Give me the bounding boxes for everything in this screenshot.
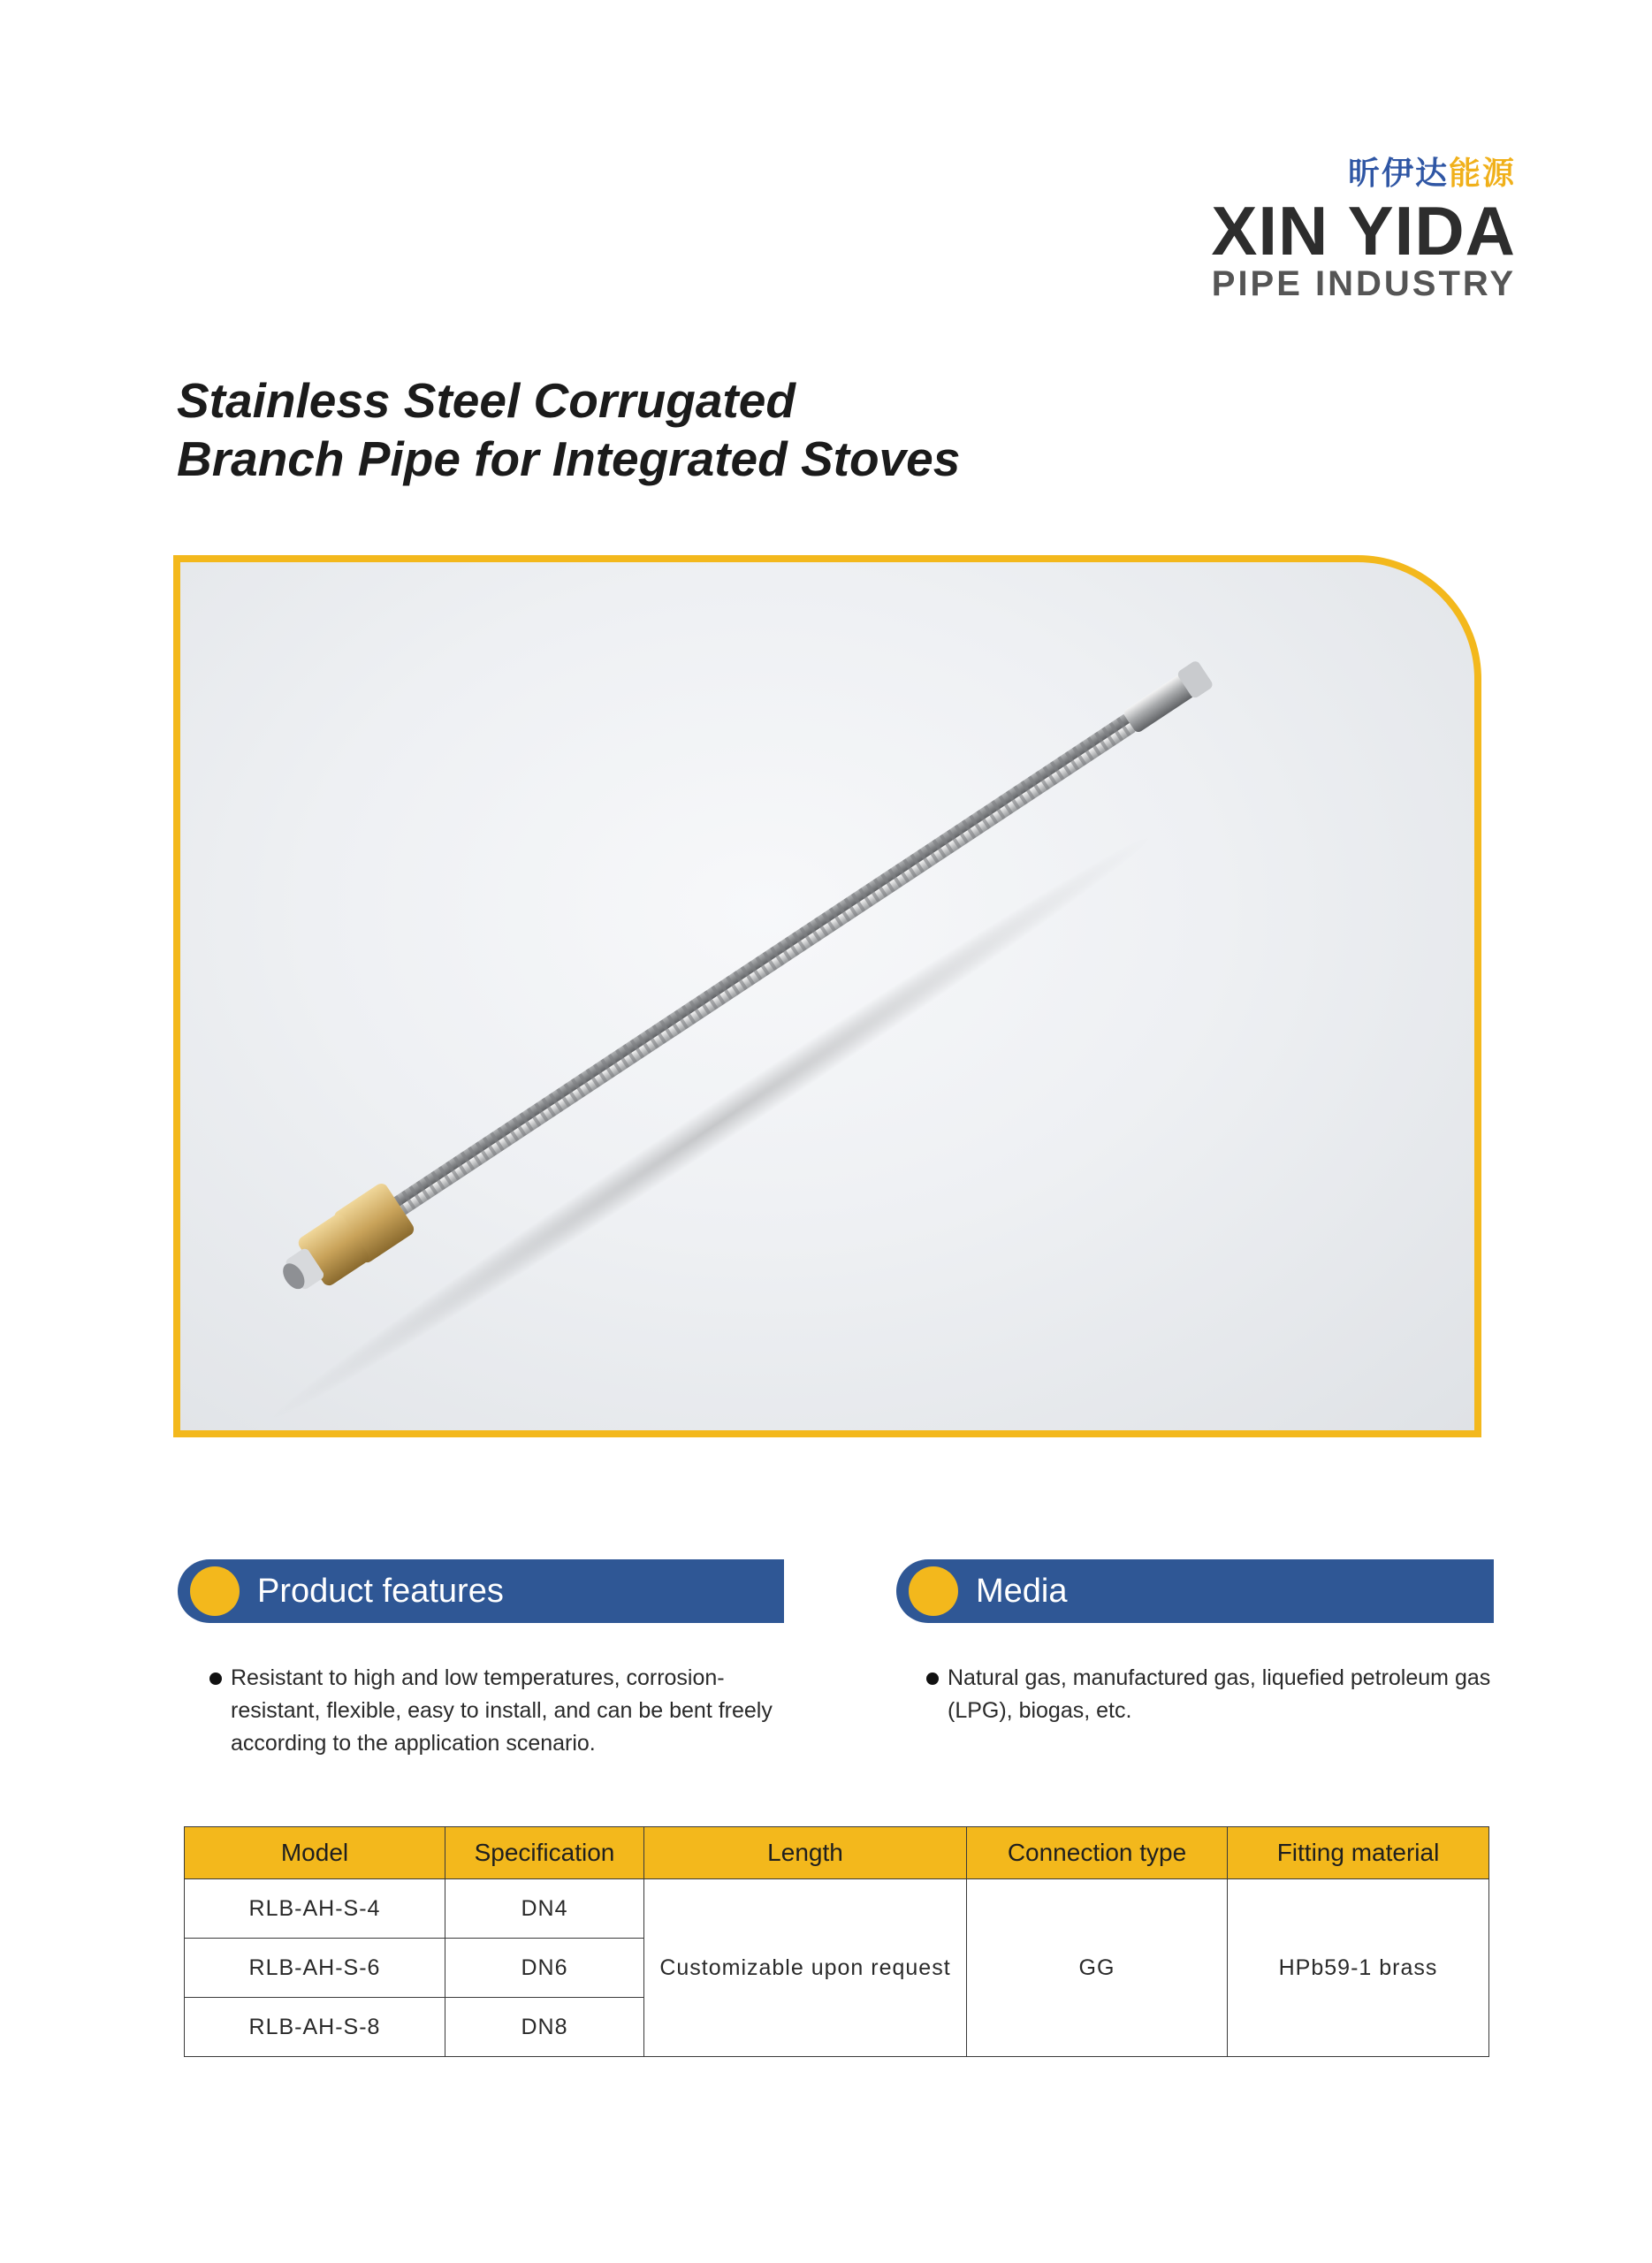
corrugated-pipe-image bbox=[180, 562, 1474, 1430]
yellow-dot-icon bbox=[909, 1566, 958, 1616]
logo-chinese-part2: 能源 bbox=[1448, 156, 1516, 192]
product-features-header bbox=[178, 1559, 784, 1623]
title-line-1: Stainless Steel Corrugated bbox=[177, 373, 796, 428]
cell-spec: DN4 bbox=[445, 1879, 644, 1939]
feature-text: Resistant to high and low temperatures, corrosion-resistant, flexible, easy to install, and can be bent freely according to the application scenario. bbox=[231, 1665, 773, 1756]
yellow-dot-icon bbox=[190, 1566, 240, 1616]
col-header-fitting-material: Fitting material bbox=[1228, 1827, 1489, 1879]
cell-spec: DN6 bbox=[445, 1939, 644, 1998]
media-item bbox=[948, 1662, 1496, 1727]
col-header-length: Length bbox=[644, 1827, 967, 1879]
cell-material: HPb59-1 brass bbox=[1228, 1879, 1489, 2057]
col-header-specification: Specification bbox=[445, 1827, 644, 1879]
spec-table bbox=[184, 1826, 1489, 2057]
cell-spec: DN8 bbox=[445, 1998, 644, 2057]
media-heading: Media bbox=[976, 1573, 1068, 1610]
cell-length: Customizable upon request bbox=[644, 1879, 967, 2057]
logo-chinese bbox=[1211, 149, 1516, 194]
product-photo-frame bbox=[173, 555, 1481, 1437]
table-row bbox=[185, 1879, 1489, 1939]
title-line-2: Branch Pipe for Integrated Stoves bbox=[177, 431, 961, 486]
table-header-row bbox=[185, 1827, 1489, 1879]
cell-model: RLB-AH-S-8 bbox=[185, 1998, 445, 2057]
brand-logo bbox=[1211, 149, 1516, 303]
cell-model: RLB-AH-S-4 bbox=[185, 1879, 445, 1939]
cell-model: RLB-AH-S-6 bbox=[185, 1939, 445, 1998]
product-features-heading: Product features bbox=[257, 1573, 504, 1610]
logo-sub-text: PIPE INDUSTRY bbox=[1211, 264, 1516, 303]
col-header-model: Model bbox=[185, 1827, 445, 1879]
logo-main-text: XIN YIDA bbox=[1211, 192, 1516, 270]
cell-connection: GG bbox=[967, 1879, 1228, 2057]
media-text: Natural gas, manufactured gas, liquefied petroleum gas (LPG), biogas, etc. bbox=[948, 1665, 1491, 1723]
media-header bbox=[896, 1559, 1494, 1623]
logo-chinese-part1: 昕伊达 bbox=[1347, 156, 1449, 192]
page-title bbox=[177, 371, 960, 488]
bullet-icon bbox=[209, 1672, 222, 1685]
col-header-connection-type: Connection type bbox=[967, 1827, 1228, 1879]
bullet-icon bbox=[926, 1672, 939, 1685]
feature-item bbox=[231, 1662, 805, 1760]
